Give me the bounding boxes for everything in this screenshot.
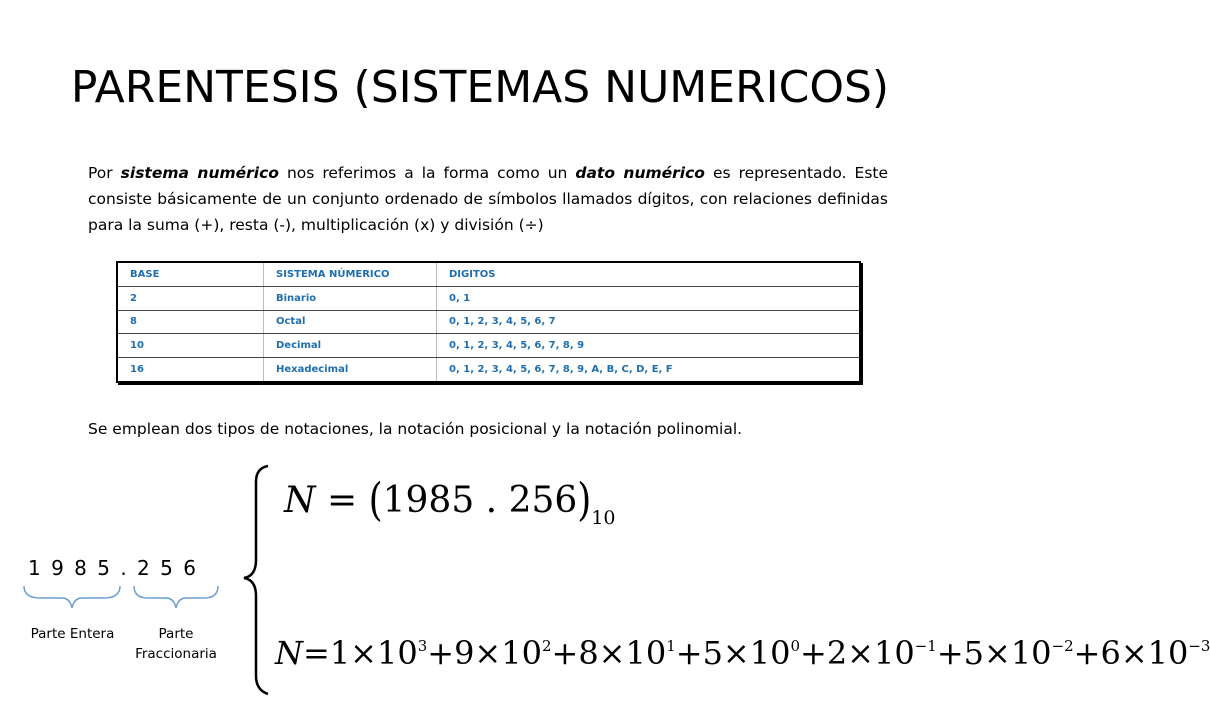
cell-digits: 0, 1, 2, 3, 4, 5, 6, 7, 8, 9, A, B, C, D, E, F bbox=[437, 358, 861, 382]
cell-system: Octal bbox=[264, 310, 437, 334]
polynomial-term: $1\times 10^3$ bbox=[329, 634, 428, 672]
equation-polynomial: $N=1\times 10^3+9\times 10^2+8\times 10^1+5\times 10^0+2\times 10^{-1}+5\times 10^{-2}+6\times 10^{-3}$ bbox=[275, 634, 1210, 672]
underbrace-integer bbox=[24, 586, 120, 608]
cell-digits: 0, 1 bbox=[437, 286, 861, 310]
cell-base: 10 bbox=[117, 334, 264, 358]
cell-base: 2 bbox=[117, 286, 264, 310]
left-curly-brace bbox=[244, 466, 268, 694]
term-sistema-numerico: sistema numérico bbox=[120, 164, 279, 182]
cell-base: 8 bbox=[117, 310, 264, 334]
number-display: 1 9 8 5 . 2 5 6 bbox=[28, 556, 198, 580]
header-base: BASE bbox=[117, 262, 264, 286]
underbrace-fraction bbox=[134, 586, 218, 608]
cell-system: Decimal bbox=[264, 334, 437, 358]
cell-base: 16 bbox=[117, 358, 264, 382]
polynomial-term: $9\times 10^2$ bbox=[454, 634, 552, 672]
polynomial-term: $5\times 10^0$ bbox=[702, 634, 800, 672]
cell-system: Hexadecimal bbox=[264, 358, 437, 382]
header-system: SISTEMA NÚMERICO bbox=[264, 262, 437, 286]
label-fraction-part: Parte Fraccionaria bbox=[135, 626, 217, 662]
cell-system: Binario bbox=[264, 286, 437, 310]
polynomial-term: $6\times 10^{-3}$ bbox=[1100, 634, 1210, 672]
notations-text: Se emplean dos tipos de notaciones, la notación posicional y la notación polinomial. bbox=[88, 420, 743, 438]
polynomial-term: $5\times 10^{-2}$ bbox=[963, 634, 1074, 672]
cell-digits: 0, 1, 2, 3, 4, 5, 6, 7, 8, 9 bbox=[437, 334, 861, 358]
intro-paragraph: Por sistema numérico nos referimos a la forma como un dato numérico es representado. Este consiste básicamente de un conjunto ordenado de símbolos llamados dígitos, con relaciones definidas para la suma (+), resta (-), multiplicación (x) y división (÷) bbox=[88, 164, 889, 234]
cell-digits: 0, 1, 2, 3, 4, 5, 6, 7 bbox=[437, 310, 861, 334]
label-integer-part: Parte Entera bbox=[30, 626, 115, 642]
polynomial-term: $8\times 10^1$ bbox=[578, 634, 676, 672]
header-digits: DIGITOS bbox=[437, 262, 861, 286]
slide-title: PARENTESIS (SISTEMAS NUMERICOS) bbox=[70, 62, 890, 113]
equation-positional: N = (1985 . $256)_{10}$ bbox=[284, 474, 616, 529]
polynomial-term: $2\times 10^{-1}$ bbox=[826, 634, 937, 672]
term-dato-numerico: dato numérico bbox=[575, 164, 705, 182]
